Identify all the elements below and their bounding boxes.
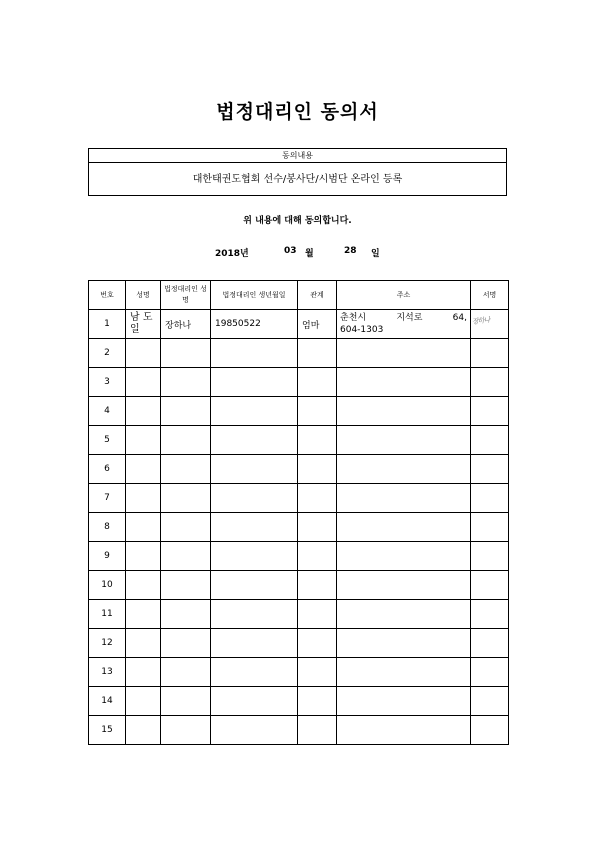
guardian-name-cell[interactable] — [161, 455, 211, 484]
student-name-cell[interactable] — [126, 600, 161, 629]
address-number: 64, — [452, 313, 467, 323]
guardian-birth-cell[interactable] — [211, 629, 298, 658]
guardian-name-cell[interactable] — [161, 426, 211, 455]
signature-cell[interactable] — [471, 339, 509, 368]
header-no: 번호 — [89, 281, 126, 310]
header-guardian-birth: 법정대리인 생년월일 — [211, 281, 298, 310]
relation-cell[interactable] — [298, 339, 337, 368]
consent-box — [88, 148, 507, 196]
agree-statement: 위 내용에 대해 동의합니다. — [243, 216, 352, 226]
header-relation: 관계 — [298, 281, 337, 310]
header-signature: 서명 — [471, 281, 509, 310]
date-day-unit: 일 — [371, 249, 380, 259]
row-number: 4 — [89, 397, 126, 426]
address-cell[interactable] — [337, 571, 471, 600]
address-city: 춘천시 — [340, 313, 367, 323]
student-name-cell[interactable] — [126, 397, 161, 426]
address-line2: 604-1303 — [340, 325, 384, 335]
relation-cell[interactable] — [298, 716, 337, 745]
table-header-row — [89, 281, 509, 310]
guardian-birth-cell[interactable] — [211, 716, 298, 745]
row-number: 9 — [89, 542, 126, 571]
table-row — [89, 658, 509, 687]
table-row — [89, 513, 509, 542]
relation-cell[interactable] — [298, 658, 337, 687]
guardian-birth-cell[interactable] — [211, 455, 298, 484]
address-cell[interactable] — [337, 484, 471, 513]
signature-cell[interactable] — [471, 513, 509, 542]
row-number: 8 — [89, 513, 126, 542]
signature-cell[interactable] — [471, 455, 509, 484]
address-cell[interactable] — [337, 513, 471, 542]
guardian-birth-cell[interactable] — [211, 687, 298, 716]
student-name-cell[interactable] — [126, 484, 161, 513]
address-cell[interactable] — [337, 687, 471, 716]
student-name-cell[interactable] — [126, 310, 161, 339]
relation-cell[interactable] — [298, 484, 337, 513]
header-name: 성명 — [126, 281, 161, 310]
guardian-name-cell[interactable] — [161, 397, 211, 426]
student-name-cell[interactable] — [126, 426, 161, 455]
relation-cell[interactable] — [298, 571, 337, 600]
guardian-name-cell[interactable] — [161, 542, 211, 571]
student-name-cell[interactable] — [126, 513, 161, 542]
guardian-birth-cell[interactable] — [211, 600, 298, 629]
student-name-cell[interactable] — [126, 716, 161, 745]
guardian-table — [88, 280, 509, 745]
guardian-birth-cell[interactable] — [211, 542, 298, 571]
student-name-cell[interactable] — [126, 368, 161, 397]
relation-cell[interactable] — [298, 629, 337, 658]
guardian-name-cell[interactable] — [161, 339, 211, 368]
guardian-birth-cell[interactable] — [211, 484, 298, 513]
date-day-value: 28 — [344, 246, 357, 256]
relation-cell[interactable] — [298, 397, 337, 426]
guardian-name-cell[interactable] — [161, 629, 211, 658]
address-cell[interactable] — [337, 339, 471, 368]
relation-cell[interactable] — [298, 513, 337, 542]
row-number: 13 — [89, 658, 126, 687]
guardian-birth-cell[interactable] — [211, 513, 298, 542]
student-name-cell[interactable] — [126, 571, 161, 600]
consent-body: 대한태권도협회 선수/봉사단/시범단 온라인 등록 — [192, 174, 403, 185]
table-row — [89, 397, 509, 426]
table-row — [89, 542, 509, 571]
address-cell[interactable] — [337, 310, 471, 339]
address-cell[interactable] — [337, 426, 471, 455]
table-row — [89, 426, 509, 455]
address-street: 지석로 — [396, 313, 423, 323]
guardian-name-cell[interactable] — [161, 368, 211, 397]
row-number: 6 — [89, 455, 126, 484]
row-number: 3 — [89, 368, 126, 397]
date-year: 2018년 — [215, 249, 249, 259]
signature-cell[interactable] — [471, 426, 509, 455]
student-name-cell[interactable] — [126, 455, 161, 484]
table-row — [89, 455, 509, 484]
address-cell[interactable] — [337, 542, 471, 571]
address-cell[interactable] — [337, 455, 471, 484]
address-block — [337, 312, 470, 336]
guardian-birth-cell[interactable] — [211, 658, 298, 687]
guardian-name-cell[interactable] — [161, 571, 211, 600]
signature-cell[interactable] — [471, 716, 509, 745]
row-number: 7 — [89, 484, 126, 513]
signature-cell[interactable] — [471, 484, 509, 513]
student-name-cell[interactable] — [126, 658, 161, 687]
student-name-cell[interactable] — [126, 542, 161, 571]
table-row — [89, 571, 509, 600]
date-month-unit: 월 — [305, 249, 314, 259]
signature-cell[interactable] — [471, 310, 509, 339]
table-row — [89, 687, 509, 716]
guardian-name-cell[interactable] — [161, 513, 211, 542]
guardian-birth-cell[interactable] — [211, 339, 298, 368]
relation-cell[interactable] — [298, 542, 337, 571]
header-guardian-name: 법정대리인 성명 — [161, 281, 211, 310]
relation-cell[interactable] — [298, 600, 337, 629]
row-number: 10 — [89, 571, 126, 600]
consent-header: 동의내용 — [89, 149, 506, 163]
signature-cell[interactable] — [471, 600, 509, 629]
student-name-cell[interactable] — [126, 687, 161, 716]
student-name: 남 도 일 — [130, 312, 153, 335]
signature-cell[interactable] — [471, 368, 509, 397]
address-cell[interactable] — [337, 658, 471, 687]
guardian-birth-cell[interactable] — [211, 368, 298, 397]
row-number: 14 — [89, 687, 126, 716]
row-number: 11 — [89, 600, 126, 629]
table-row — [89, 716, 509, 745]
guardian-name-cell[interactable] — [161, 716, 211, 745]
table-row — [89, 600, 509, 629]
guardian-name-cell[interactable] — [161, 600, 211, 629]
signature-cell[interactable] — [471, 571, 509, 600]
guardian-birth-cell[interactable] — [211, 426, 298, 455]
signature-scribble: 장하나 — [471, 316, 490, 326]
table-row — [89, 368, 509, 397]
header-address: 주소 — [337, 281, 471, 310]
row-number: 1 — [89, 310, 126, 339]
date-month-value: 03 — [284, 246, 297, 256]
row-number: 12 — [89, 629, 126, 658]
relation-cell[interactable] — [298, 368, 337, 397]
signature-cell[interactable] — [471, 658, 509, 687]
signature-cell[interactable] — [471, 397, 509, 426]
row-number: 15 — [89, 716, 126, 745]
table-row — [89, 339, 509, 368]
relation-cell[interactable]: 엄마 — [298, 310, 337, 339]
address-cell[interactable] — [337, 716, 471, 745]
address-cell[interactable] — [337, 368, 471, 397]
relation-cell[interactable] — [298, 455, 337, 484]
student-name-cell[interactable] — [126, 339, 161, 368]
relation-cell[interactable] — [298, 426, 337, 455]
student-name-cell[interactable] — [126, 629, 161, 658]
row-number: 2 — [89, 339, 126, 368]
row-number: 5 — [89, 426, 126, 455]
table-row — [89, 629, 509, 658]
signature-cell[interactable] — [471, 687, 509, 716]
relation-cell[interactable] — [298, 687, 337, 716]
address-cell[interactable] — [337, 629, 471, 658]
guardian-birth-cell[interactable] — [211, 397, 298, 426]
signature-cell[interactable] — [471, 629, 509, 658]
guardian-name-cell[interactable] — [161, 658, 211, 687]
table-row — [89, 484, 509, 513]
signature-cell[interactable] — [471, 542, 509, 571]
guardian-birth-cell[interactable] — [211, 571, 298, 600]
address-cell[interactable] — [337, 397, 471, 426]
address-cell[interactable] — [337, 600, 471, 629]
guardian-name-cell[interactable] — [161, 687, 211, 716]
guardian-name-cell[interactable] — [161, 484, 211, 513]
document-title: 법정대리인 동의서 — [216, 101, 379, 123]
guardian-name-cell[interactable]: 장하나 — [161, 310, 211, 339]
guardian-birth-cell[interactable]: 19850522 — [211, 310, 298, 339]
table-row — [89, 310, 509, 339]
